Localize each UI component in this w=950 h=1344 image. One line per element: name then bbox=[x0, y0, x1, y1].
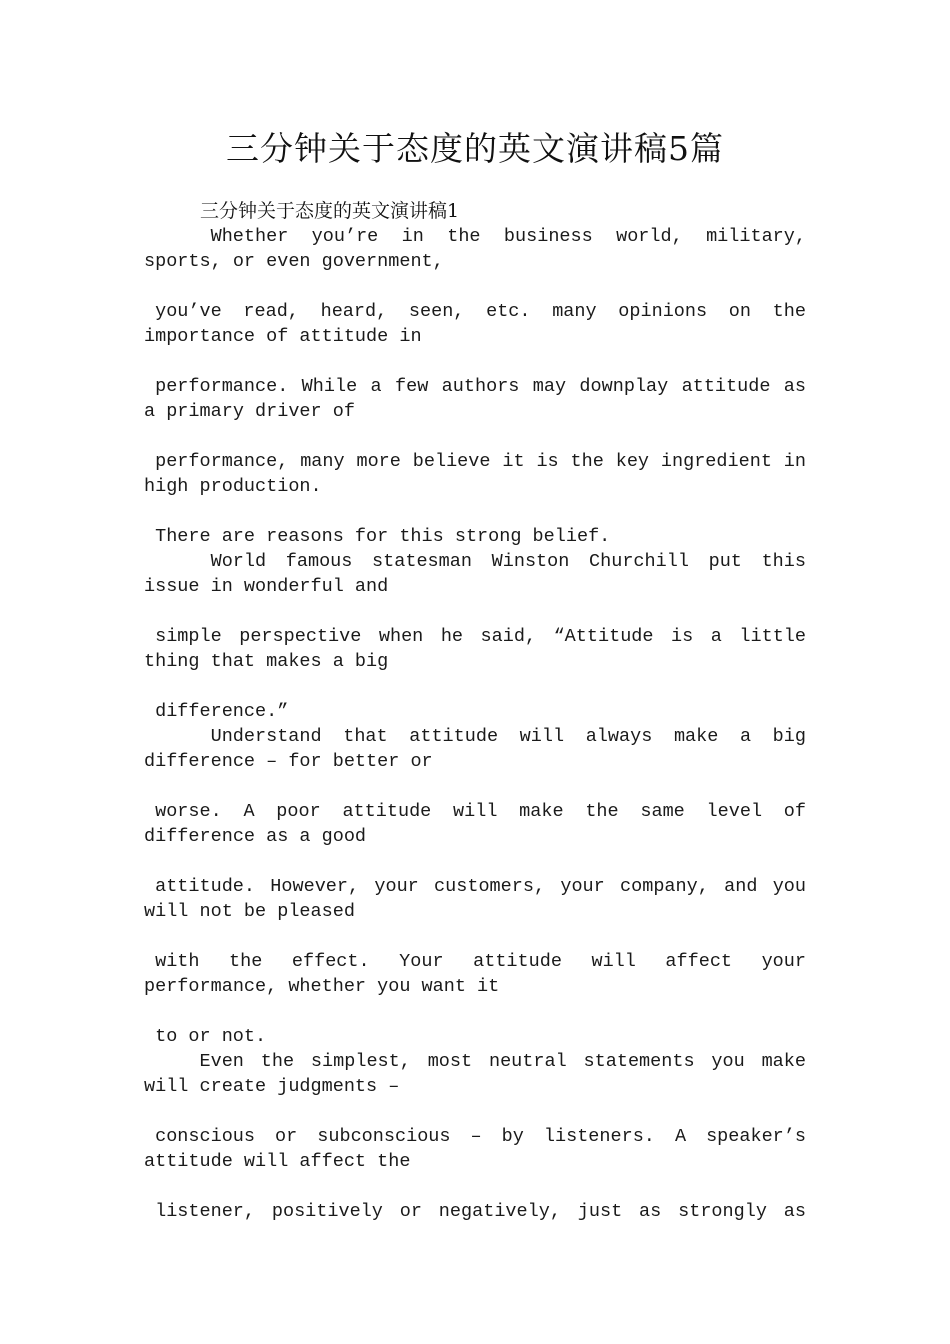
text-line: simple perspective when he said, “Attitude is a little bbox=[155, 626, 806, 647]
text-line: a primary driver of bbox=[144, 401, 355, 422]
text-line: performance. While a few authors may downplay attitude as bbox=[155, 376, 806, 397]
text-line: high production. bbox=[144, 476, 322, 497]
text-line: attitude. However, your customers, your company, and you bbox=[155, 876, 806, 897]
text-line: will create judgments – bbox=[144, 1076, 400, 1097]
text-line: difference.” bbox=[155, 701, 289, 722]
text-line: listener, positively or negatively, just as strongly as bbox=[155, 1201, 806, 1222]
text-line: performance, many more believe it is the key ingredient in bbox=[155, 451, 806, 472]
blank-line bbox=[144, 1174, 806, 1199]
text-line: performance, whether you want it bbox=[144, 976, 500, 997]
document-title: 三分钟关于态度的英文演讲稿5篇 bbox=[226, 129, 724, 168]
blank-line bbox=[144, 674, 806, 699]
text-line: World famous statesman Winston Churchill put this bbox=[210, 551, 806, 572]
text-line: sports, or even government, bbox=[144, 251, 444, 272]
blank-line bbox=[144, 499, 806, 524]
text-line: attitude will affect the bbox=[144, 1151, 411, 1172]
blank-line bbox=[144, 1099, 806, 1124]
text-line: Whether you’re in the business world, military, bbox=[210, 226, 806, 247]
blank-line bbox=[144, 999, 806, 1024]
blank-line bbox=[144, 599, 806, 624]
blank-line bbox=[144, 274, 806, 299]
text-line: conscious or subconscious – by listeners. A speaker’s bbox=[155, 1126, 806, 1147]
text-line: worse. A poor attitude will make the same level of bbox=[155, 801, 806, 822]
text-line: difference – for better or bbox=[144, 751, 433, 772]
text-line: issue in wonderful and bbox=[144, 576, 389, 597]
text-line: importance of attitude in bbox=[144, 326, 422, 347]
text-line: will not be pleased bbox=[144, 901, 355, 922]
text-line: you’ve read, heard, seen, etc. many opinions on the bbox=[155, 301, 806, 322]
blank-line bbox=[144, 849, 806, 874]
text-line: There are reasons for this strong belief. bbox=[155, 526, 611, 547]
blank-line bbox=[144, 924, 806, 949]
text-line: Understand that attitude will always make a big bbox=[210, 726, 806, 747]
text-line: thing that makes a big bbox=[144, 651, 389, 672]
section-heading: 三分钟关于态度的英文演讲稿1 bbox=[200, 200, 460, 222]
text-line: difference as a good bbox=[144, 826, 367, 847]
text-line: to or not. bbox=[155, 1026, 267, 1047]
blank-line bbox=[144, 424, 806, 449]
text-line: Even the simplest, most neutral statements you make bbox=[199, 1051, 806, 1072]
blank-line bbox=[144, 774, 806, 799]
text-line: with the effect. Your attitude will affect your bbox=[155, 951, 806, 972]
speech-body bbox=[144, 224, 806, 1224]
blank-line bbox=[144, 349, 806, 374]
